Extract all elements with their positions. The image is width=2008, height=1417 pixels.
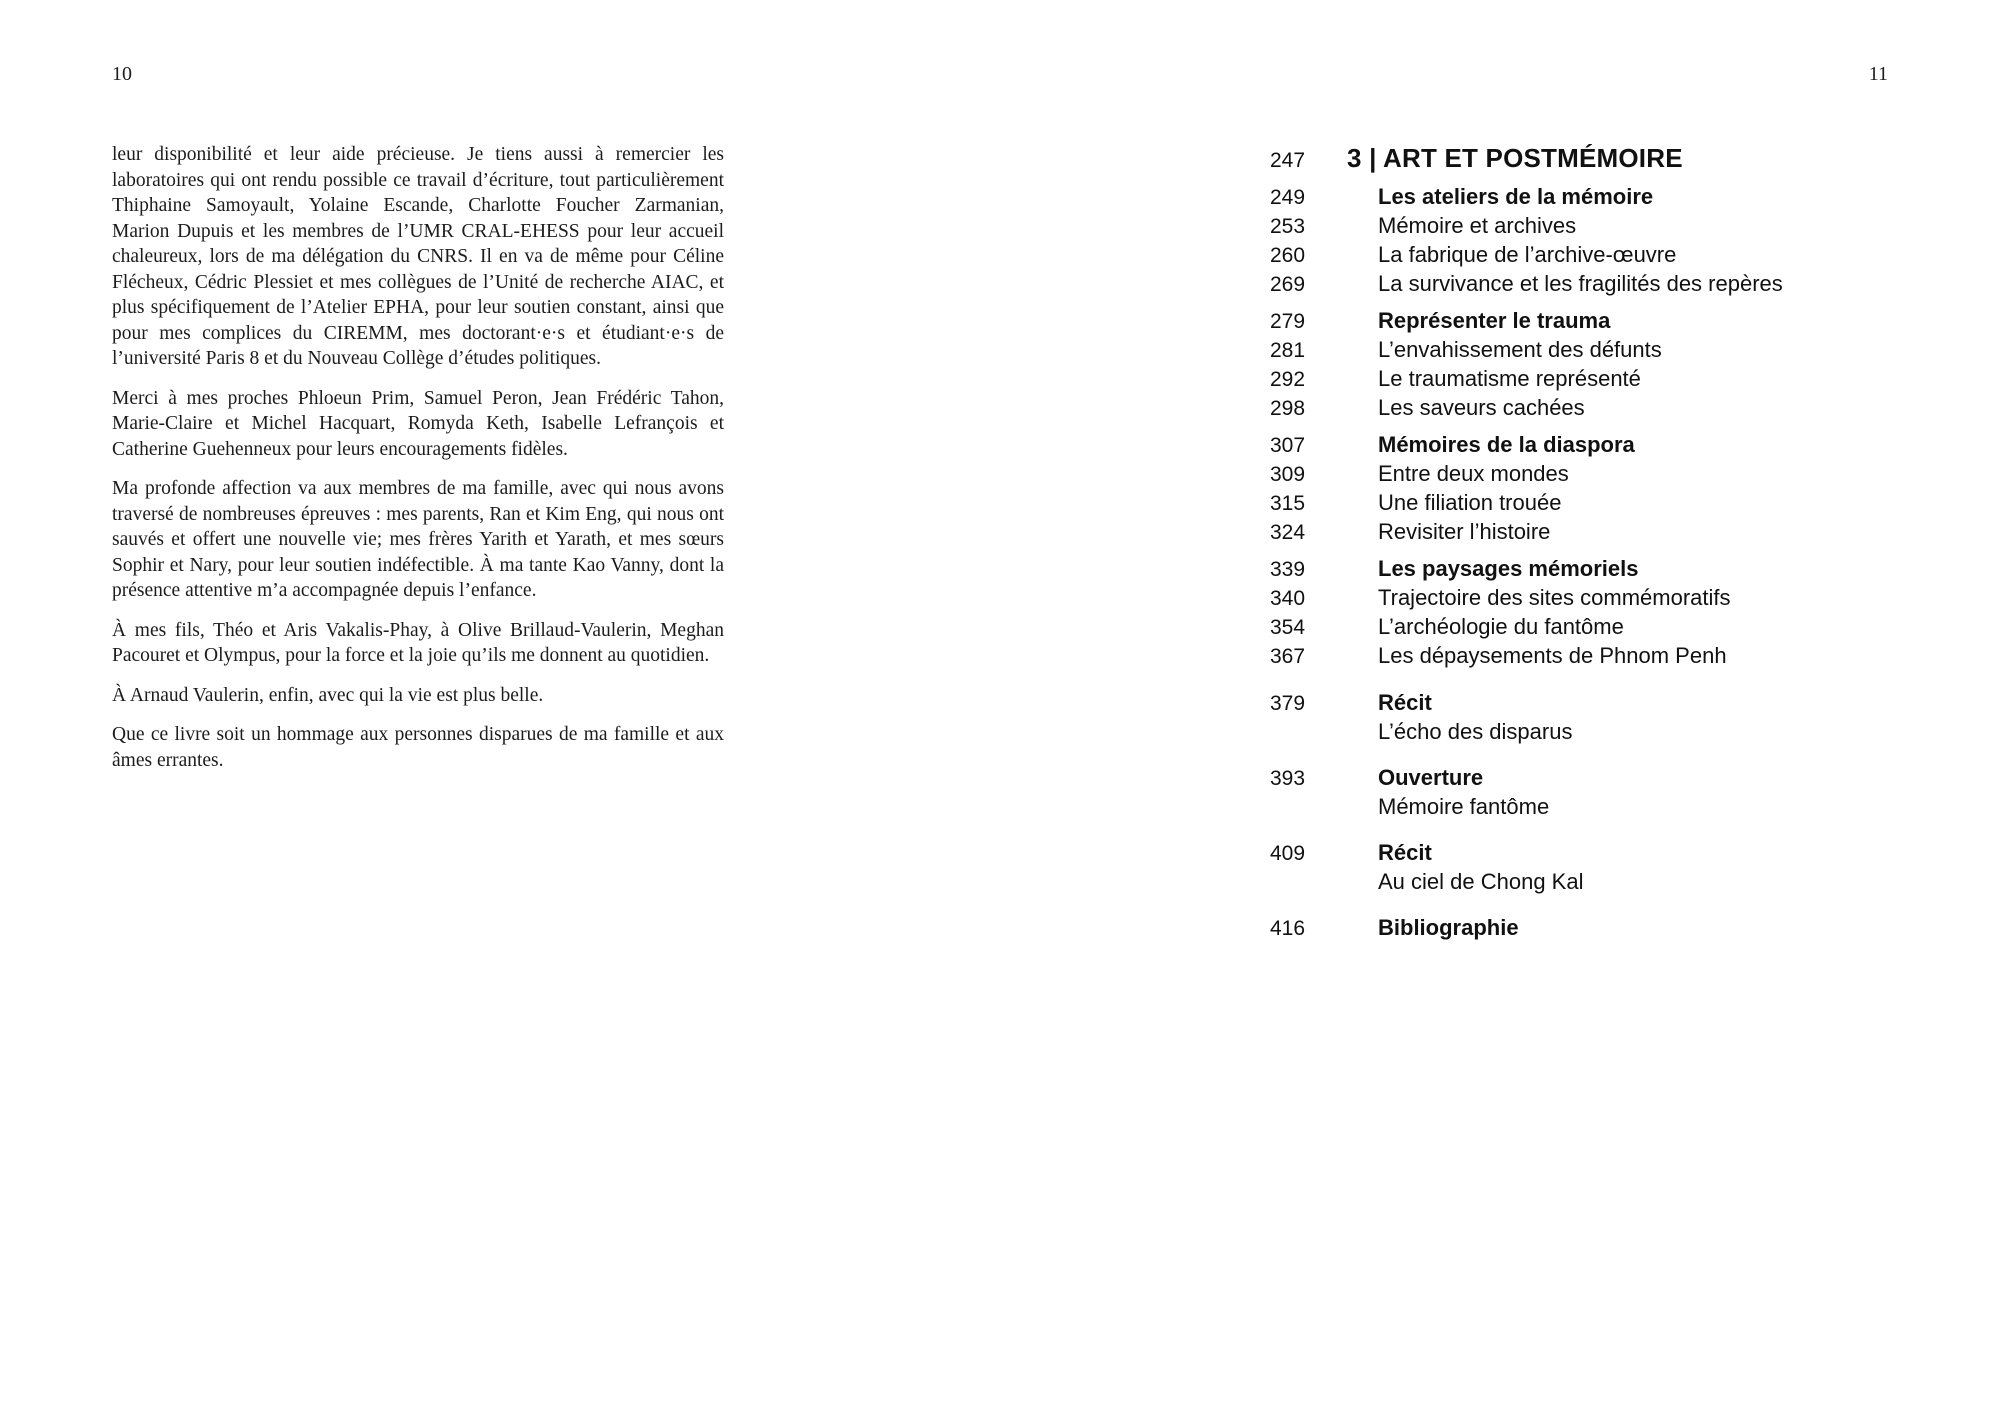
toc-page-number: 309	[1270, 463, 1306, 486]
toc-page-number: 253	[1270, 215, 1306, 238]
toc-page-number: 339	[1270, 558, 1306, 581]
toc-entry-label: Le traumatisme représenté	[1378, 366, 1641, 391]
acknowledgments-paragraph: Que ce livre soit un hommage aux personnes disparues de ma famille et aux âmes errantes.	[112, 724, 724, 771]
toc-entry-label: La fabrique de l’archive-œuvre	[1378, 242, 1677, 267]
toc-entry-label: Mémoire et archives	[1378, 213, 1577, 238]
acknowledgments-text	[112, 142, 724, 773]
toc-row	[1270, 365, 1970, 394]
toc-entry-label: Les ateliers de la mémoire	[1378, 184, 1654, 209]
toc-row	[1270, 689, 1970, 718]
toc-row	[1270, 212, 1970, 241]
toc-page-number: 307	[1270, 434, 1306, 457]
page-number-left: 10	[112, 63, 132, 85]
toc-entry-label: 3 | ART ET POSTMÉMOIRE	[1347, 143, 1683, 173]
toc-entry-label: Trajectoire des sites commémoratifs	[1378, 585, 1731, 610]
acknowledgments-paragraph: À mes fils, Théo et Aris Vakalis-Phay, à Olive Brillaud-Vaulerin, Meghan Pacouret et Olympus, pour la force et la joie qu’ils me donnent au quotidien.	[112, 619, 724, 666]
toc-page-number: 416	[1270, 917, 1306, 940]
toc-page-number: 354	[1270, 616, 1306, 639]
toc-page-number: 393	[1270, 767, 1306, 790]
toc-row	[1270, 431, 1970, 460]
toc-entry-label: Mémoire fantôme	[1378, 794, 1550, 819]
toc-entry-label: Au ciel de Chong Kal	[1378, 869, 1584, 894]
toc-entry-label: Récit	[1378, 840, 1432, 865]
toc-entry-label: Mémoires de la diaspora	[1378, 432, 1635, 457]
table-of-contents	[1270, 144, 1970, 943]
toc-row	[1270, 764, 1970, 793]
toc-row	[1270, 489, 1970, 518]
toc-entry-label: Représenter le trauma	[1378, 308, 1611, 333]
toc-entry-label: Une filiation trouée	[1378, 490, 1562, 515]
toc-page-number: 292	[1270, 368, 1306, 391]
acknowledgments-paragraph: Ma profonde affection va aux membres de ma famille, avec qui nous avons traversé de nombreuses épreuves : mes parents, Ran et Kim Eng, qui nous ont sauvés et offert une nouvelle vie; mes frères Yarith et Yarath, et mes sœurs Sophir et Nary, pour leur soutien indéfectible. À ma tante Kao Vanny, dont la présence attentive m’a accompagnée depuis l’enfance.	[112, 478, 724, 601]
toc-row	[1270, 868, 1970, 896]
toc-page-number: 298	[1270, 397, 1306, 420]
toc-entry-label: Récit	[1378, 690, 1432, 715]
toc-row	[1270, 336, 1970, 365]
toc-page-number: 249	[1270, 186, 1306, 209]
toc-row	[1270, 460, 1970, 489]
toc-row	[1270, 793, 1970, 821]
toc-entry-label: Entre deux mondes	[1378, 461, 1569, 486]
acknowledgments-paragraph: leur disponibilité et leur aide précieuse. Je tiens aussi à remercier les laboratoires qui ont rendu possible ce travail d’écriture, tout particulièrement Thiphaine Samoyault, Yolaine Escande, Charlotte Foucher Zarmanian, Marion Dupuis et les membres de l’UMR CRAL-EHESS pour leur accueil chaleureux, lors de ma délégation du CNRS. Il en va de même pour Céline Flécheux, Cédric Plessiet et mes collègues de l’Unité de recherche AIAC, et plus spécifiquement de l’Atelier EPHA, pour leur soutien constant, ainsi que pour mes complices du CIREMM, mes doctorant·e·s et étudiant·e·s de l’université Paris 8 et du Nouveau Collège d’études politiques.	[112, 144, 724, 369]
toc-entry-label: La survivance et les fragilités des repères	[1378, 271, 1783, 296]
toc-entry-label: Les dépaysements de Phnom Penh	[1378, 643, 1727, 668]
toc-row	[1270, 241, 1970, 270]
toc-row	[1270, 270, 1970, 299]
page-number-right: 11	[1868, 63, 1888, 85]
toc-row	[1270, 914, 1970, 943]
toc-page-number: 281	[1270, 339, 1306, 362]
toc-entry-label: Les saveurs cachées	[1378, 395, 1585, 420]
toc-page-number: 379	[1270, 692, 1306, 715]
toc-page-number: 409	[1270, 842, 1306, 865]
toc-row	[1270, 518, 1970, 547]
toc-page-number: 315	[1270, 492, 1306, 515]
toc-entry-label: Bibliographie	[1378, 915, 1519, 940]
acknowledgments-paragraph: Merci à mes proches Phloeun Prim, Samuel Peron, Jean Frédéric Tahon, Marie-Claire et Michel Hacquart, Romyda Keth, Isabelle Lefrançois et Catherine Guehenneux pour leurs encouragements fidèles.	[112, 387, 724, 460]
toc-row	[1270, 613, 1970, 642]
toc-row	[1270, 144, 1970, 175]
toc-row	[1270, 307, 1970, 336]
toc-page-number: 367	[1270, 645, 1306, 668]
toc-row	[1270, 394, 1970, 423]
toc-entry-label: L’écho des disparus	[1378, 719, 1573, 744]
toc-row	[1270, 718, 1970, 746]
toc-entry-label: Revisiter l’histoire	[1378, 519, 1551, 544]
toc-row	[1270, 555, 1970, 584]
toc-page-number: 269	[1270, 273, 1306, 296]
toc-page-number: 279	[1270, 310, 1306, 333]
toc-page-number: 324	[1270, 521, 1306, 544]
toc-entry-label: L’envahissement des défunts	[1378, 337, 1662, 362]
toc-row	[1270, 183, 1970, 212]
toc-entry-label: Ouverture	[1378, 765, 1484, 790]
toc-page-number: 340	[1270, 587, 1306, 610]
toc-entry-label: Les paysages mémoriels	[1378, 556, 1639, 581]
toc-page-number: 260	[1270, 244, 1306, 267]
toc-page-number: 247	[1270, 149, 1306, 172]
toc-entry-label: L’archéologie du fantôme	[1378, 614, 1624, 639]
acknowledgments-paragraph: À Arnaud Vaulerin, enfin, avec qui la vie est plus belle.	[112, 684, 544, 706]
toc-row	[1270, 642, 1970, 671]
toc-row	[1270, 839, 1970, 868]
toc-row	[1270, 584, 1970, 613]
